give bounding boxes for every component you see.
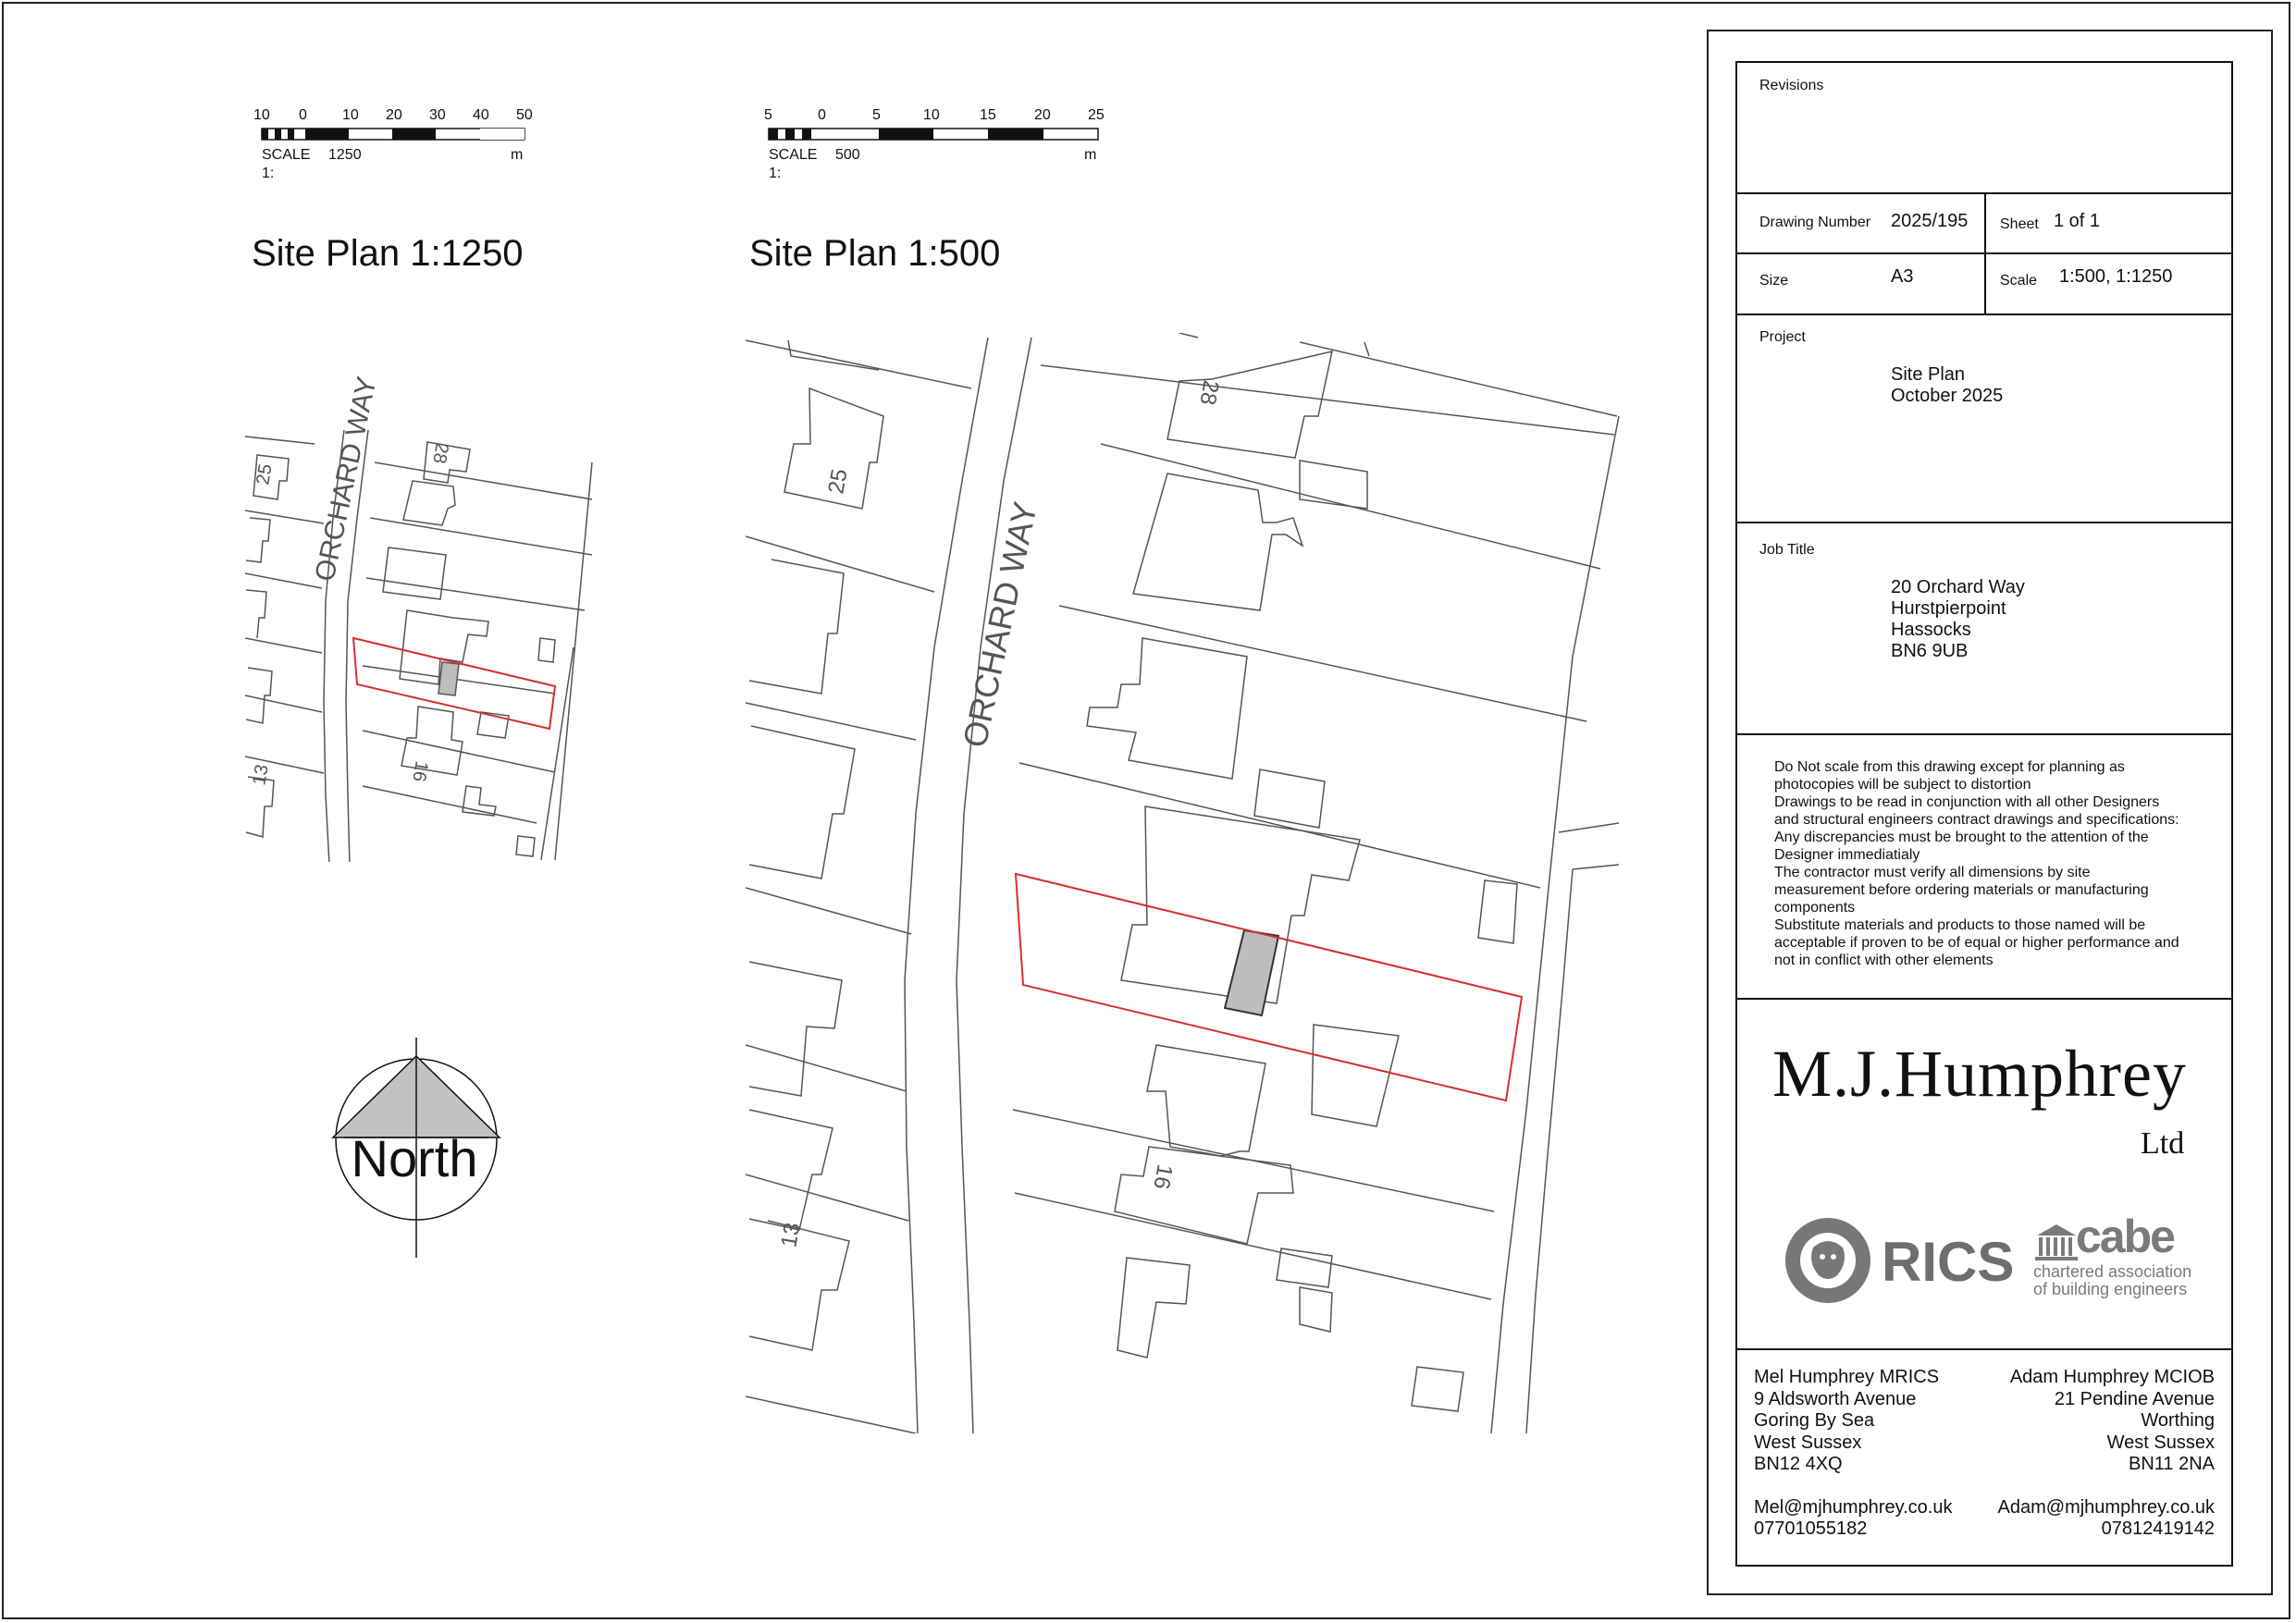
- house-number-28-large: 28: [1194, 377, 1224, 407]
- divider-vertical: [1984, 192, 1986, 314]
- contact-left-line: 9 Aldsworth Avenue: [1754, 1388, 1917, 1409]
- house-number-13-large: 13: [776, 1221, 806, 1250]
- house-number-25-small: 25: [253, 462, 277, 486]
- north-label: North: [351, 1129, 478, 1187]
- rics-lion-icon: [1782, 1214, 1874, 1307]
- job-line-3: Hassocks: [1891, 620, 1971, 640]
- site-plan-small: [245, 430, 592, 865]
- scale-bar-1250: [253, 107, 533, 181]
- road-name-large: ORCHARD WAY: [955, 498, 1044, 751]
- house-number-13-small: 13: [249, 763, 273, 787]
- contact-right-line: Worthing: [2141, 1410, 2215, 1431]
- contact-left-phone: 07701055182: [1754, 1518, 1868, 1539]
- project-line-2: October 2025: [1891, 386, 2004, 406]
- cabe-subtitle: [2033, 1263, 2191, 1298]
- house-number-16-small: 16: [408, 759, 432, 783]
- job-line-1: 20 Orchard Way: [1891, 577, 2025, 597]
- job-line-4: BN6 9UB: [1891, 641, 1969, 661]
- note-line: Designer immediatialy: [1774, 847, 1920, 863]
- divider-notes: [1737, 998, 2231, 1000]
- note-line: Any discrepancies must be brought to the attention of the: [1774, 830, 2149, 845]
- divider-logos: [1737, 1348, 2231, 1350]
- scale-1250-tick-3: 20: [386, 107, 402, 123]
- contact-left-name: Mel Humphrey MRICS: [1754, 1367, 1940, 1387]
- project-label: Project: [1759, 329, 1806, 345]
- note-line: components: [1774, 900, 1856, 916]
- note-line: not in conflict with other elements: [1774, 953, 1994, 968]
- contact-right-line: West Sussex: [2106, 1432, 2215, 1453]
- contact-right-line: BN11 2NA: [2128, 1454, 2215, 1474]
- note-line: acceptable if proven to be of equal or higher performance and: [1774, 935, 2179, 951]
- scale-500-tick-4: 15: [980, 107, 996, 123]
- scale-500-tick-1: 0: [818, 107, 826, 123]
- contact-left-line: West Sussex: [1754, 1432, 1862, 1453]
- house-number-25-large: 25: [823, 467, 853, 497]
- contact-left-email: Mel@mjhumphrey.co.uk: [1754, 1496, 1953, 1518]
- sheet-value: 1 of 1: [2054, 211, 2101, 231]
- scale-500-tick-3: 10: [923, 107, 940, 123]
- contact-right: [1998, 1367, 2215, 1541]
- note-line: Substitute materials and products to those named will be: [1774, 917, 2146, 933]
- company-suffix: Ltd: [2141, 1126, 2185, 1161]
- scale-1250-tick-5: 40: [473, 107, 489, 123]
- size-value: A3: [1891, 266, 1914, 287]
- cabe-subtitle-line-2: of building engineers: [2033, 1280, 2188, 1298]
- project-line-1: Site Plan: [1891, 364, 1966, 385]
- revisions-label: Revisions: [1759, 78, 1824, 93]
- scale-bar-500: [764, 107, 1105, 181]
- scale-500-ratio: 500: [835, 147, 860, 163]
- scale-500-label2: 1:: [769, 166, 782, 181]
- cabe-logo-text: cabe: [2076, 1211, 2174, 1262]
- contact-right-phone: 07812419142: [2101, 1518, 2215, 1539]
- scale-1250-ratio: 1250: [328, 147, 362, 163]
- note-line: photocopies will be subject to distortion: [1774, 777, 2031, 793]
- scale-1250-unit: m: [511, 147, 524, 163]
- note-line: The contractor must verify all dimensions by site: [1774, 865, 2091, 880]
- scale-500-tick-2: 5: [872, 107, 881, 123]
- scale-1250-tick-1: 0: [299, 107, 307, 123]
- contact-right-name: Adam Humphrey MCIOB: [2009, 1367, 2215, 1387]
- contact-left-line: BN12 4XQ: [1754, 1454, 1843, 1474]
- scale-500-unit: m: [1084, 147, 1097, 163]
- contact-left-line: Goring By Sea: [1754, 1410, 1875, 1431]
- site-plan-large-title: Site Plan 1:500: [749, 233, 1001, 274]
- sheet-label: Sheet: [2000, 216, 2039, 232]
- rics-logo-text: RICS: [1882, 1231, 2015, 1293]
- divider-size: [1737, 314, 2231, 315]
- contact-left: [1754, 1367, 1952, 1541]
- divider-job-title: [1737, 733, 2231, 735]
- drawing-number-value: 2025/195: [1891, 211, 1969, 231]
- scale-500-tick-5: 20: [1034, 107, 1051, 123]
- job-line-2: Hurstpierpoint: [1891, 598, 2006, 619]
- cabe-building-icon: [2035, 1223, 2078, 1261]
- cabe-subtitle-line-1: chartered association: [2033, 1262, 2192, 1281]
- company-name: M.J.Humphrey: [1772, 1037, 2187, 1111]
- note-line: measurement before ordering materials or manufacturing: [1774, 882, 2149, 898]
- title-block: [1735, 61, 2233, 1567]
- project-value: [1891, 364, 2003, 407]
- contact-right-email: Adam@mjhumphrey.co.uk: [1997, 1496, 2215, 1518]
- scale-1250-tick-0: 10: [253, 107, 270, 123]
- drawing-notes: [1774, 758, 2179, 969]
- contact-right-line: 21 Pendine Avenue: [2054, 1388, 2215, 1409]
- road-name-small: ORCHARD WAY: [309, 374, 383, 584]
- drawing-number-label: Drawing Number: [1759, 215, 1871, 230]
- scale-1250-tick-2: 10: [342, 107, 359, 123]
- divider-project: [1737, 522, 2231, 523]
- scale-500-tick-0: 5: [764, 107, 772, 123]
- scale-1250-tick-6: 50: [516, 107, 533, 123]
- scale-1250-tick-4: 30: [429, 107, 446, 123]
- house-number-28-small: 28: [428, 441, 452, 465]
- scale-1250-label: SCALE: [262, 147, 311, 163]
- note-line: Drawings to be read in conjunction with all other Designers: [1774, 794, 2160, 810]
- scale-1250-label2: 1:: [262, 166, 275, 181]
- site-plan-small-title: Site Plan 1:1250: [252, 233, 524, 274]
- house-number-16-large: 16: [1148, 1162, 1178, 1191]
- scale-value: 1:500, 1:1250: [2059, 266, 2173, 287]
- job-title-value: [1891, 577, 2025, 662]
- site-plan-large: [746, 333, 1619, 1433]
- scale-500-label: SCALE: [769, 147, 818, 163]
- job-title-label: Job Title: [1759, 542, 1815, 558]
- note-line: and structural engineers contract drawings and specifications:: [1774, 812, 2179, 828]
- scale-500-tick-6: 25: [1088, 107, 1105, 123]
- note-line: Do Not scale from this drawing except for planning as: [1774, 759, 2125, 775]
- size-label: Size: [1759, 273, 1789, 289]
- scale-label: Scale: [2000, 273, 2038, 289]
